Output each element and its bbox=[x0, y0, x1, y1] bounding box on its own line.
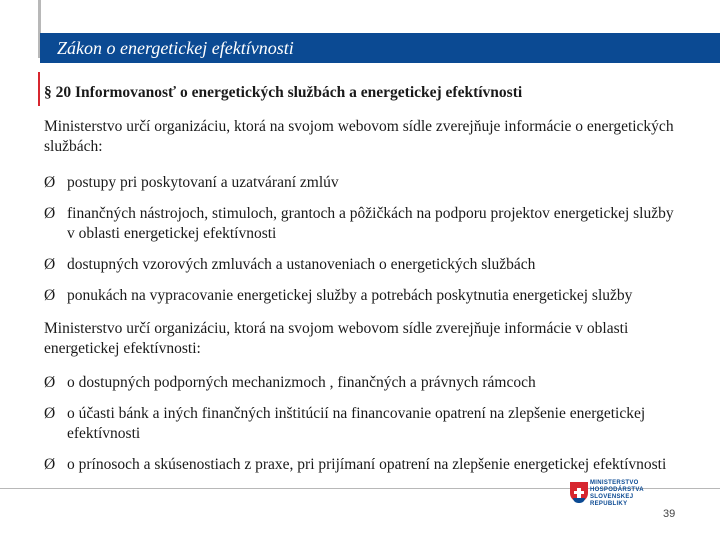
list-item bbox=[44, 455, 684, 475]
list-item bbox=[44, 255, 684, 275]
list-item bbox=[44, 173, 684, 193]
arrow-bullet-icon: Ø bbox=[44, 374, 56, 391]
list-item bbox=[44, 286, 684, 306]
list-item-text: o dostupných podporných mechanizmoch , finančných a právnych rámcoch bbox=[67, 374, 536, 391]
section-accent-line bbox=[38, 72, 40, 106]
coat-of-arms-icon bbox=[570, 482, 588, 502]
list-item-text: ponukách na vypracovanie energetickej služby a potrebách poskytnutia energetickej služby bbox=[67, 287, 633, 304]
ministry-logo bbox=[570, 478, 670, 506]
slide-content bbox=[44, 117, 684, 486]
list-item bbox=[44, 404, 684, 444]
arrow-bullet-icon: Ø bbox=[44, 205, 56, 222]
logo-text: MINISTERSTVO HOSPODÁRSTVA SLOVENSKEJ REPUBLIKY bbox=[590, 480, 644, 507]
page-number: 39 bbox=[663, 508, 676, 520]
arrow-bullet-icon: Ø bbox=[44, 405, 56, 422]
list-item bbox=[44, 373, 684, 393]
list-item-text: finančných nástrojoch, stimuloch, grantoch a pôžičkách na podporu projektov energetickej služby v oblasti energetickej efektívnosti bbox=[67, 205, 674, 242]
slide-title: Zákon o energetickej efektívnosti bbox=[57, 38, 294, 58]
list-item-text: o účasti bánk a iných finančných inštitúcií na financovanie opatrení na zlepšenie energetickej efektívnosti bbox=[67, 405, 646, 442]
arrow-bullet-icon: Ø bbox=[44, 174, 56, 191]
list-item bbox=[44, 204, 684, 244]
list-item-text: postupy pri poskytovaní a uzatváraní zmlúv bbox=[67, 174, 339, 191]
arrow-bullet-icon: Ø bbox=[44, 256, 56, 273]
arrow-bullet-icon: Ø bbox=[44, 287, 56, 304]
arrow-bullet-icon: Ø bbox=[44, 456, 56, 473]
section-heading: § 20 Informovanosť o energetických službách a energetickej efektívnosti bbox=[44, 84, 523, 101]
list-item-text: o prínosoch a skúsenostiach z praxe, pri prijímaní opatrení na zlepšenie energetickej efektívnosti bbox=[67, 456, 667, 473]
intro-paragraph-1: Ministerstvo určí organizáciu, ktorá na svojom webovom sídle zverejňuje informácie o energetických službách: bbox=[44, 118, 674, 155]
list-item-text: dostupných vzorových zmluvách a ustanoveniach o energetických službách bbox=[67, 256, 536, 273]
intro-paragraph-2: Ministerstvo určí organizáciu, ktorá na svojom webovom sídle zverejňuje informácie v oblasti energetickej efektívnosti: bbox=[44, 320, 629, 357]
